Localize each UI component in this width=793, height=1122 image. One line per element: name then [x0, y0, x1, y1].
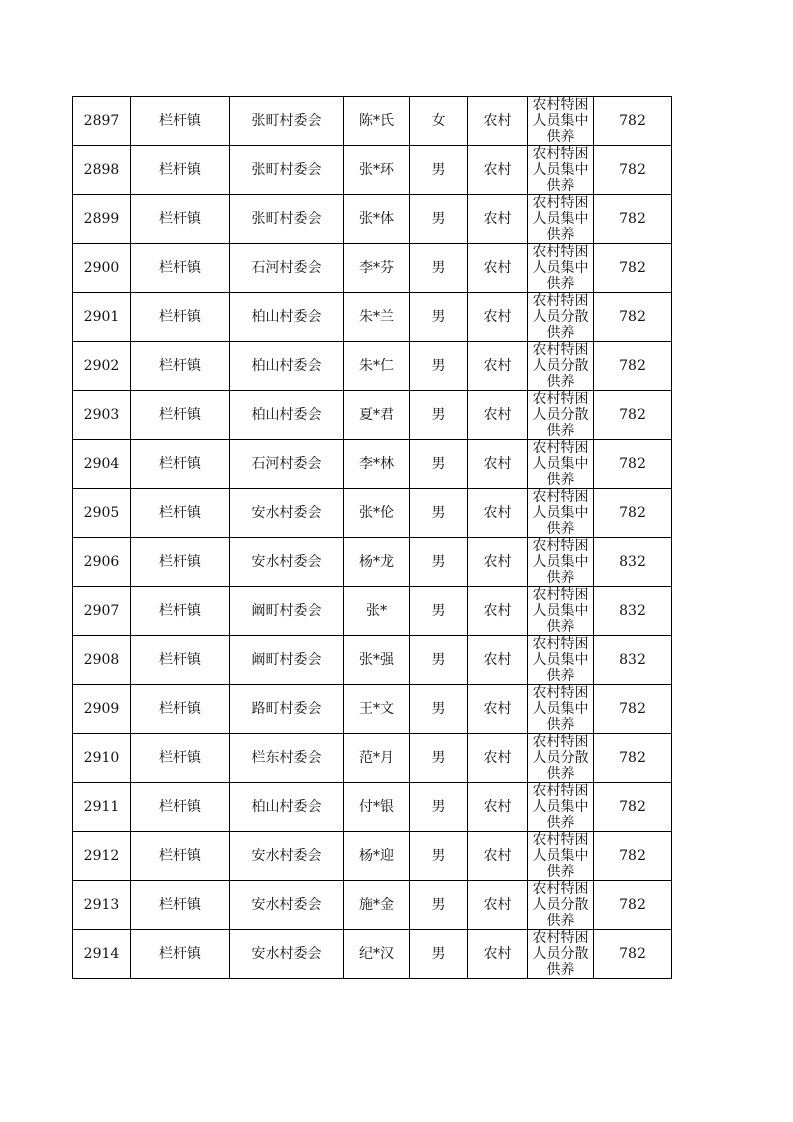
cell-town: 栏杆镇: [131, 489, 230, 538]
support-type-text: 农村特困人员分散供养: [532, 930, 589, 978]
cell-person-name: 李*林: [344, 440, 410, 489]
cell-support-type: [528, 587, 594, 636]
cell-person-name: 张*: [344, 587, 410, 636]
cell-village-committee: 阚町村委会: [230, 636, 344, 685]
cell-amount: 782: [594, 881, 672, 930]
cell-serial-number: 2907: [73, 587, 131, 636]
cell-support-type: [528, 97, 594, 146]
cell-area-type: 农村: [468, 783, 528, 832]
support-type-text: 农村特困人员集中供养: [532, 783, 589, 831]
cell-village-committee: 张町村委会: [230, 195, 344, 244]
support-type-text: 农村特困人员分散供养: [532, 293, 589, 341]
cell-gender: 男: [410, 930, 468, 979]
support-type-text: 农村特困人员集中供养: [532, 97, 589, 145]
cell-serial-number: 2909: [73, 685, 131, 734]
cell-town: 栏杆镇: [131, 881, 230, 930]
support-type-text: 农村特困人员集中供养: [532, 146, 589, 194]
cell-area-type: 农村: [468, 636, 528, 685]
support-type-text: 农村特困人员集中供养: [532, 685, 589, 733]
table-row: [73, 881, 672, 930]
cell-gender: 男: [410, 195, 468, 244]
cell-gender: 男: [410, 587, 468, 636]
cell-person-name: 张*体: [344, 195, 410, 244]
table-row: [73, 930, 672, 979]
cell-serial-number: 2911: [73, 783, 131, 832]
cell-area-type: 农村: [468, 97, 528, 146]
cell-amount: 832: [594, 538, 672, 587]
cell-village-committee: 路町村委会: [230, 685, 344, 734]
cell-village-committee: 安水村委会: [230, 832, 344, 881]
cell-serial-number: 2903: [73, 391, 131, 440]
cell-gender: 男: [410, 440, 468, 489]
cell-area-type: 农村: [468, 734, 528, 783]
cell-serial-number: 2914: [73, 930, 131, 979]
cell-village-committee: 石河村委会: [230, 244, 344, 293]
cell-village-committee: 安水村委会: [230, 930, 344, 979]
table-row: [73, 832, 672, 881]
cell-serial-number: 2898: [73, 146, 131, 195]
cell-support-type: [528, 734, 594, 783]
cell-amount: 782: [594, 195, 672, 244]
cell-support-type: [528, 244, 594, 293]
cell-support-type: [528, 489, 594, 538]
cell-gender: 男: [410, 881, 468, 930]
cell-support-type: [528, 636, 594, 685]
cell-person-name: 张*强: [344, 636, 410, 685]
cell-town: 栏杆镇: [131, 685, 230, 734]
cell-town: 栏杆镇: [131, 146, 230, 195]
cell-village-committee: 柏山村委会: [230, 342, 344, 391]
cell-village-committee: 阚町村委会: [230, 587, 344, 636]
support-type-text: 农村特困人员分散供养: [532, 391, 589, 439]
cell-area-type: 农村: [468, 685, 528, 734]
cell-support-type: [528, 930, 594, 979]
cell-person-name: 夏*君: [344, 391, 410, 440]
cell-area-type: 农村: [468, 146, 528, 195]
cell-serial-number: 2910: [73, 734, 131, 783]
cell-area-type: 农村: [468, 195, 528, 244]
table-row: [73, 342, 672, 391]
cell-town: 栏杆镇: [131, 636, 230, 685]
cell-village-committee: 柏山村委会: [230, 391, 344, 440]
support-type-text: 农村特困人员集中供养: [532, 538, 589, 586]
cell-gender: 男: [410, 293, 468, 342]
cell-serial-number: 2906: [73, 538, 131, 587]
cell-person-name: 付*银: [344, 783, 410, 832]
table-row: [73, 685, 672, 734]
cell-support-type: [528, 832, 594, 881]
cell-person-name: 范*月: [344, 734, 410, 783]
cell-village-committee: 石河村委会: [230, 440, 344, 489]
beneficiary-table: [72, 96, 672, 979]
cell-amount: 782: [594, 97, 672, 146]
cell-area-type: 农村: [468, 832, 528, 881]
cell-village-committee: 栏东村委会: [230, 734, 344, 783]
cell-support-type: [528, 685, 594, 734]
cell-serial-number: 2904: [73, 440, 131, 489]
cell-amount: 782: [594, 685, 672, 734]
cell-town: 栏杆镇: [131, 734, 230, 783]
cell-town: 栏杆镇: [131, 930, 230, 979]
cell-person-name: 陈*氏: [344, 97, 410, 146]
cell-village-committee: 柏山村委会: [230, 293, 344, 342]
cell-person-name: 朱*仁: [344, 342, 410, 391]
cell-serial-number: 2899: [73, 195, 131, 244]
table-row: [73, 195, 672, 244]
cell-gender: 男: [410, 832, 468, 881]
cell-person-name: 杨*迎: [344, 832, 410, 881]
cell-amount: 782: [594, 832, 672, 881]
cell-town: 栏杆镇: [131, 342, 230, 391]
support-type-text: 农村特困人员集中供养: [532, 489, 589, 537]
cell-amount: 782: [594, 734, 672, 783]
cell-town: 栏杆镇: [131, 587, 230, 636]
table-row: [73, 587, 672, 636]
cell-area-type: 农村: [468, 489, 528, 538]
table-row: [73, 244, 672, 293]
cell-person-name: 王*文: [344, 685, 410, 734]
cell-town: 栏杆镇: [131, 391, 230, 440]
cell-town: 栏杆镇: [131, 440, 230, 489]
cell-gender: 男: [410, 391, 468, 440]
cell-serial-number: 2901: [73, 293, 131, 342]
cell-person-name: 张*环: [344, 146, 410, 195]
cell-amount: 782: [594, 930, 672, 979]
cell-gender: 女: [410, 97, 468, 146]
cell-amount: 782: [594, 440, 672, 489]
cell-amount: 782: [594, 391, 672, 440]
cell-amount: 782: [594, 293, 672, 342]
cell-amount: 782: [594, 783, 672, 832]
cell-gender: 男: [410, 146, 468, 195]
cell-serial-number: 2912: [73, 832, 131, 881]
support-type-text: 农村特困人员分散供养: [532, 881, 589, 929]
cell-person-name: 杨*龙: [344, 538, 410, 587]
cell-town: 栏杆镇: [131, 538, 230, 587]
table-row: [73, 489, 672, 538]
cell-village-committee: 张町村委会: [230, 97, 344, 146]
support-type-text: 农村特困人员分散供养: [532, 342, 589, 390]
cell-village-committee: 张町村委会: [230, 146, 344, 195]
cell-village-committee: 安水村委会: [230, 538, 344, 587]
cell-person-name: 纪*汉: [344, 930, 410, 979]
cell-town: 栏杆镇: [131, 832, 230, 881]
cell-support-type: [528, 342, 594, 391]
cell-area-type: 农村: [468, 391, 528, 440]
cell-serial-number: 2913: [73, 881, 131, 930]
cell-area-type: 农村: [468, 881, 528, 930]
cell-gender: 男: [410, 538, 468, 587]
support-type-text: 农村特困人员分散供养: [532, 734, 589, 782]
cell-area-type: 农村: [468, 930, 528, 979]
cell-area-type: 农村: [468, 538, 528, 587]
table-row: [73, 146, 672, 195]
table-row: [73, 636, 672, 685]
cell-serial-number: 2908: [73, 636, 131, 685]
table-row: [73, 440, 672, 489]
support-type-text: 农村特困人员集中供养: [532, 832, 589, 880]
cell-town: 栏杆镇: [131, 97, 230, 146]
cell-gender: 男: [410, 734, 468, 783]
cell-serial-number: 2902: [73, 342, 131, 391]
cell-support-type: [528, 440, 594, 489]
cell-area-type: 农村: [468, 587, 528, 636]
cell-amount: 782: [594, 489, 672, 538]
cell-town: 栏杆镇: [131, 244, 230, 293]
support-type-text: 农村特困人员集中供养: [532, 244, 589, 292]
table-row: [73, 391, 672, 440]
cell-town: 栏杆镇: [131, 783, 230, 832]
cell-support-type: [528, 783, 594, 832]
cell-town: 栏杆镇: [131, 195, 230, 244]
cell-gender: 男: [410, 636, 468, 685]
cell-village-committee: 柏山村委会: [230, 783, 344, 832]
cell-support-type: [528, 146, 594, 195]
cell-gender: 男: [410, 489, 468, 538]
cell-gender: 男: [410, 685, 468, 734]
cell-amount: 832: [594, 587, 672, 636]
table-row: [73, 783, 672, 832]
cell-serial-number: 2897: [73, 97, 131, 146]
cell-village-committee: 安水村委会: [230, 489, 344, 538]
cell-support-type: [528, 293, 594, 342]
cell-person-name: 朱*兰: [344, 293, 410, 342]
table-row: [73, 293, 672, 342]
cell-person-name: 施*金: [344, 881, 410, 930]
table-row: [73, 97, 672, 146]
cell-gender: 男: [410, 342, 468, 391]
cell-gender: 男: [410, 244, 468, 293]
cell-support-type: [528, 391, 594, 440]
support-type-text: 农村特困人员集中供养: [532, 195, 589, 243]
table-row: [73, 734, 672, 783]
cell-amount: 782: [594, 244, 672, 293]
cell-amount: 782: [594, 342, 672, 391]
support-type-text: 农村特困人员集中供养: [532, 636, 589, 684]
table-row: [73, 538, 672, 587]
cell-area-type: 农村: [468, 244, 528, 293]
cell-person-name: 张*伦: [344, 489, 410, 538]
cell-amount: 832: [594, 636, 672, 685]
cell-village-committee: 安水村委会: [230, 881, 344, 930]
support-type-text: 农村特困人员集中供养: [532, 440, 589, 488]
cell-support-type: [528, 881, 594, 930]
cell-gender: 男: [410, 783, 468, 832]
cell-support-type: [528, 195, 594, 244]
cell-serial-number: 2900: [73, 244, 131, 293]
cell-town: 栏杆镇: [131, 293, 230, 342]
cell-area-type: 农村: [468, 342, 528, 391]
cell-area-type: 农村: [468, 440, 528, 489]
cell-serial-number: 2905: [73, 489, 131, 538]
cell-support-type: [528, 538, 594, 587]
cell-area-type: 农村: [468, 293, 528, 342]
cell-person-name: 李*芬: [344, 244, 410, 293]
cell-amount: 782: [594, 146, 672, 195]
support-type-text: 农村特困人员集中供养: [532, 587, 589, 635]
